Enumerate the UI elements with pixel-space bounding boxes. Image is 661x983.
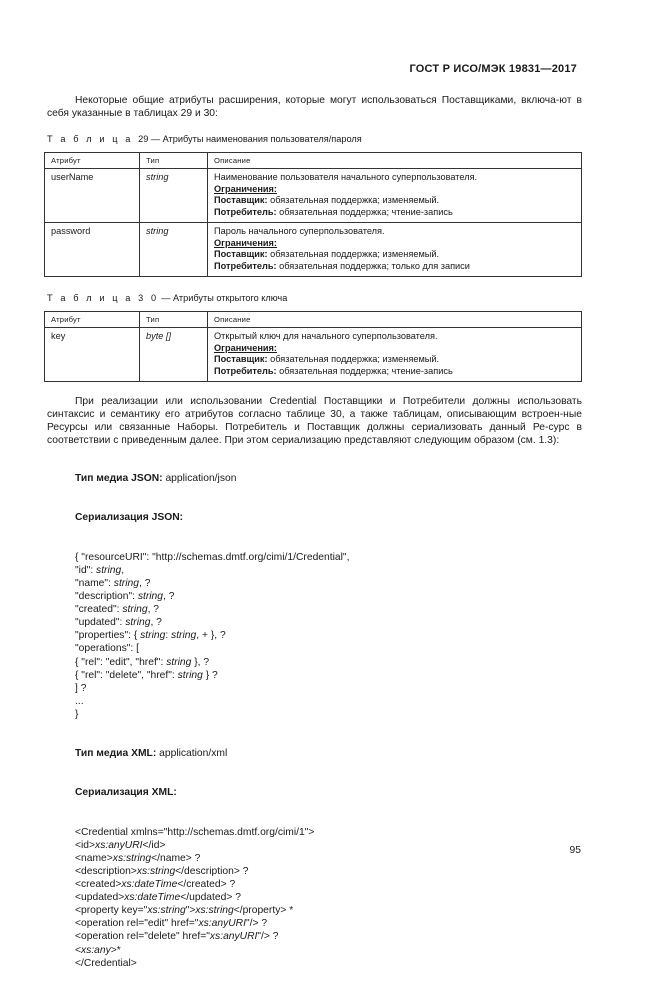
- xml-media-label: Тип медиа XML:: [75, 748, 157, 760]
- json-media-label: Тип медиа JSON:: [75, 473, 163, 485]
- json-code-segment: ] ?: [75, 682, 87, 694]
- xml-code-line: [75, 917, 349, 930]
- consumer-line: [214, 207, 575, 219]
- desc-text: Пароль начального суперпользователя.: [214, 226, 385, 236]
- xml-code-lines: [75, 826, 349, 970]
- json-code-segment: { "resourceURI": "http://schemas.dmtf.org/cimi/1/Credential",: [75, 551, 350, 563]
- xml-code-segment: </id>: [142, 839, 166, 851]
- consumer-label: Потребитель:: [214, 206, 277, 217]
- json-media-line: [75, 472, 349, 485]
- xml-code-segment: </name> ?: [151, 852, 201, 864]
- json-code-segment: , ?: [147, 604, 160, 616]
- xml-code-segment: <property key=": [75, 905, 148, 917]
- json-code-segment: string: [125, 617, 151, 629]
- intro-text: Некоторые общие атрибуты расширения, которые могут использоваться Поставщиками, включа-ют в себя указанные в таблицах 29 и 30:: [47, 95, 582, 119]
- json-code-segment: string: [113, 577, 139, 589]
- provider-value: обязательная поддержка; изменяемый.: [267, 354, 440, 364]
- xml-code-line: [75, 826, 349, 839]
- json-code-segment: "updated":: [75, 617, 126, 629]
- json-code-segment: { "rel": "delete", "href":: [75, 669, 178, 681]
- xml-code-segment: <Credential xmlns="http://schemas.dmtf.org/cimi/1">: [75, 826, 315, 838]
- json-code-segment: "id":: [75, 564, 97, 576]
- xml-code-segment: <operation rel="delete" href=": [75, 931, 210, 943]
- xml-code-segment: <id>: [75, 839, 96, 851]
- json-code-segment: string: [166, 656, 192, 668]
- xml-code-segment: xs:dateTime: [121, 879, 178, 891]
- xml-code-segment: >*: [110, 944, 121, 956]
- json-code-segment: string: [122, 604, 148, 616]
- consumer-value: обязательная поддержка; чтение-запись: [276, 365, 453, 376]
- xml-code-segment: <created>: [75, 879, 122, 891]
- restrictions-label: Ограничения:: [214, 183, 277, 194]
- xml-code-segment: xs:anyURI: [95, 839, 143, 851]
- json-code-segment: } ?: [202, 669, 218, 681]
- xml-code-line: [75, 878, 349, 891]
- xml-code-line: [75, 891, 349, 904]
- json-code-segment: , ?: [150, 617, 162, 629]
- table29-caption-title: 29 — Атрибуты наименования пользователя/пароля: [138, 134, 362, 144]
- xml-code-segment: </updated> ?: [180, 892, 241, 904]
- table-row: [45, 169, 582, 223]
- cell-type: byte []: [140, 328, 208, 382]
- json-code-segment: { "rel": "edit", "href":: [75, 656, 167, 668]
- json-code-segment: "description":: [75, 591, 138, 603]
- json-code-segment: string: [96, 564, 122, 576]
- xml-code-segment: <updated>: [75, 892, 125, 904]
- cell-attr: password: [45, 223, 140, 277]
- json-code-line: [75, 642, 349, 655]
- json-code-line: [75, 656, 349, 669]
- json-code-line: [75, 708, 349, 721]
- json-code-segment: "operations": [: [75, 643, 139, 655]
- xml-code-line: [75, 944, 349, 957]
- xml-code-segment: xs:string: [136, 866, 176, 877]
- xml-serialization-label: Сериализация XML:: [75, 787, 177, 799]
- serialization-block: [75, 446, 349, 983]
- table29-caption-prefix: Т а б л и ц а: [47, 134, 133, 144]
- serialization-paragraph: [47, 395, 582, 447]
- page-number: 95: [569, 845, 581, 856]
- xml-code-segment: xs:string: [195, 905, 234, 917]
- cell-type: string: [140, 169, 208, 223]
- restrictions-label: Ограничения:: [214, 342, 277, 353]
- desc-text: Открытый ключ для начального суперпользователя.: [214, 331, 438, 341]
- xml-media-line: [75, 747, 349, 760]
- json-code-segment: string: [171, 630, 197, 642]
- json-code-segment: }: [75, 708, 79, 720]
- document-header: ГОСТ Р ИСО/МЭК 19831—2017: [409, 63, 577, 75]
- json-code-line: [75, 603, 349, 616]
- json-code-segment: ,: [121, 564, 125, 576]
- consumer-value: обязательная поддержка; только для записи: [276, 260, 470, 271]
- table-row: [45, 328, 582, 382]
- xml-code-segment: "/> ?: [245, 918, 268, 930]
- table30-header-row: [45, 312, 582, 328]
- xml-code-segment: xs:string: [147, 905, 186, 917]
- provider-label: Поставщик:: [214, 354, 268, 364]
- json-code-segment: string: [177, 669, 203, 681]
- consumer-line: [214, 261, 575, 273]
- json-code-segment: "created":: [75, 604, 123, 616]
- cell-desc: [208, 223, 582, 277]
- table29-header-desc: Описание: [208, 153, 582, 169]
- cell-desc: [208, 328, 582, 382]
- xml-code-segment: ">: [185, 905, 196, 917]
- json-code-line: [75, 616, 349, 629]
- provider-line: [214, 195, 575, 207]
- json-code-line: [75, 590, 349, 603]
- provider-value: обязательная поддержка; изменяемый.: [267, 195, 440, 205]
- xml-code-segment: xs:any: [81, 944, 111, 956]
- json-code-line: [75, 564, 349, 577]
- restrictions-label: Ограничения:: [214, 237, 277, 248]
- xml-code-segment: <: [75, 944, 82, 956]
- json-code-segment: , ?: [163, 591, 175, 603]
- xml-code-segment: xs:anyURI: [209, 931, 258, 943]
- intro-paragraph: [47, 94, 582, 120]
- xml-code-segment: <name>: [75, 852, 113, 864]
- json-code-line: [75, 577, 349, 590]
- json-code-segment: string: [137, 591, 164, 603]
- xml-code-segment: </created> ?: [177, 879, 236, 891]
- json-code-segment: ...: [75, 695, 84, 707]
- xml-media-value: application/xml: [156, 748, 228, 760]
- table30-caption: [47, 293, 287, 303]
- json-code-segment: , + }, ?: [196, 630, 226, 642]
- json-code-line: [75, 695, 349, 708]
- json-serialization-label: Сериализация JSON:: [75, 512, 184, 524]
- json-code-segment: string: [140, 630, 166, 642]
- consumer-line: [214, 366, 575, 378]
- xml-code-segment: "/> ?: [257, 931, 279, 943]
- table30-header-desc: Описание: [208, 312, 582, 328]
- xml-code-segment: </description> ?: [175, 866, 249, 877]
- xml-code-segment: xs:anyURI: [198, 918, 246, 930]
- json-code-line: [75, 629, 349, 642]
- table30-header-attr: Атрибут: [45, 312, 140, 328]
- table30-caption-prefix: Т а б л и ц а 3 0: [47, 293, 159, 303]
- provider-line: [214, 249, 575, 261]
- json-code-segment: , ?: [138, 577, 151, 589]
- desc-text: Наименование пользователя начального суперпользователя.: [214, 172, 478, 182]
- xml-code-line: [75, 904, 349, 917]
- cell-desc: [208, 169, 582, 223]
- xml-code-line: [75, 852, 349, 865]
- table30-header-type: Тип: [140, 312, 208, 328]
- consumer-value: обязательная поддержка; чтение-запись: [276, 206, 453, 217]
- consumer-label: Потребитель:: [214, 365, 277, 376]
- xml-code-segment: </Credential>: [75, 957, 137, 969]
- json-code-segment: }, ?: [191, 656, 210, 668]
- cell-attr: key: [45, 328, 140, 382]
- serialization-text: При реализации или использовании Credential Поставщики и Потребители должны использовать синтаксис и семантику его атрибутов согласно таблице 30, а также таблицам, описывающим встроен-ные Ресурсы или связанные Наборы. Потребитель и Поставщик должны сериализовать данный Ре-сурс в соответствии с приведенным далее. При этом сериализацию представляют следующим образом (см. 1.3):: [47, 396, 582, 446]
- json-code-line: [75, 551, 349, 564]
- table29-header-attr: Атрибут: [45, 153, 140, 169]
- cell-attr: userName: [45, 169, 140, 223]
- json-code-segment: "properties": {: [75, 630, 141, 642]
- json-code-segment: "name":: [75, 577, 114, 589]
- json-code-line: [75, 669, 349, 682]
- xml-code-segment: xs:dateTime: [124, 892, 181, 904]
- table-30: [44, 311, 582, 382]
- table30-caption-title: — Атрибуты открытого ключа: [158, 293, 288, 303]
- xml-code-line: [75, 930, 349, 943]
- table29-header-type: Тип: [140, 153, 208, 169]
- xml-code-segment: xs:string: [112, 852, 152, 864]
- table29-header-row: [45, 153, 582, 169]
- json-code-segment: :: [165, 630, 172, 642]
- cell-type: string: [140, 223, 208, 277]
- xml-code-line: [75, 957, 349, 970]
- xml-code-segment: <operation rel="edit" href=": [75, 918, 199, 930]
- json-code-line: [75, 682, 349, 695]
- xml-code-segment: <description>: [75, 866, 137, 877]
- provider-value: обязательная поддержка; изменяемый.: [267, 249, 440, 259]
- provider-label: Поставщик:: [214, 195, 268, 205]
- xml-code-line: [75, 839, 349, 852]
- provider-label: Поставщик:: [214, 249, 268, 259]
- xml-code-segment: </property> *: [233, 905, 294, 917]
- table29-caption: [47, 134, 362, 144]
- json-media-value: application/json: [162, 473, 237, 485]
- table-29: [44, 152, 582, 277]
- table-row: [45, 223, 582, 277]
- consumer-label: Потребитель:: [214, 260, 277, 271]
- xml-code-line: [75, 865, 349, 878]
- json-code-lines: [75, 551, 349, 721]
- provider-line: [214, 354, 575, 366]
